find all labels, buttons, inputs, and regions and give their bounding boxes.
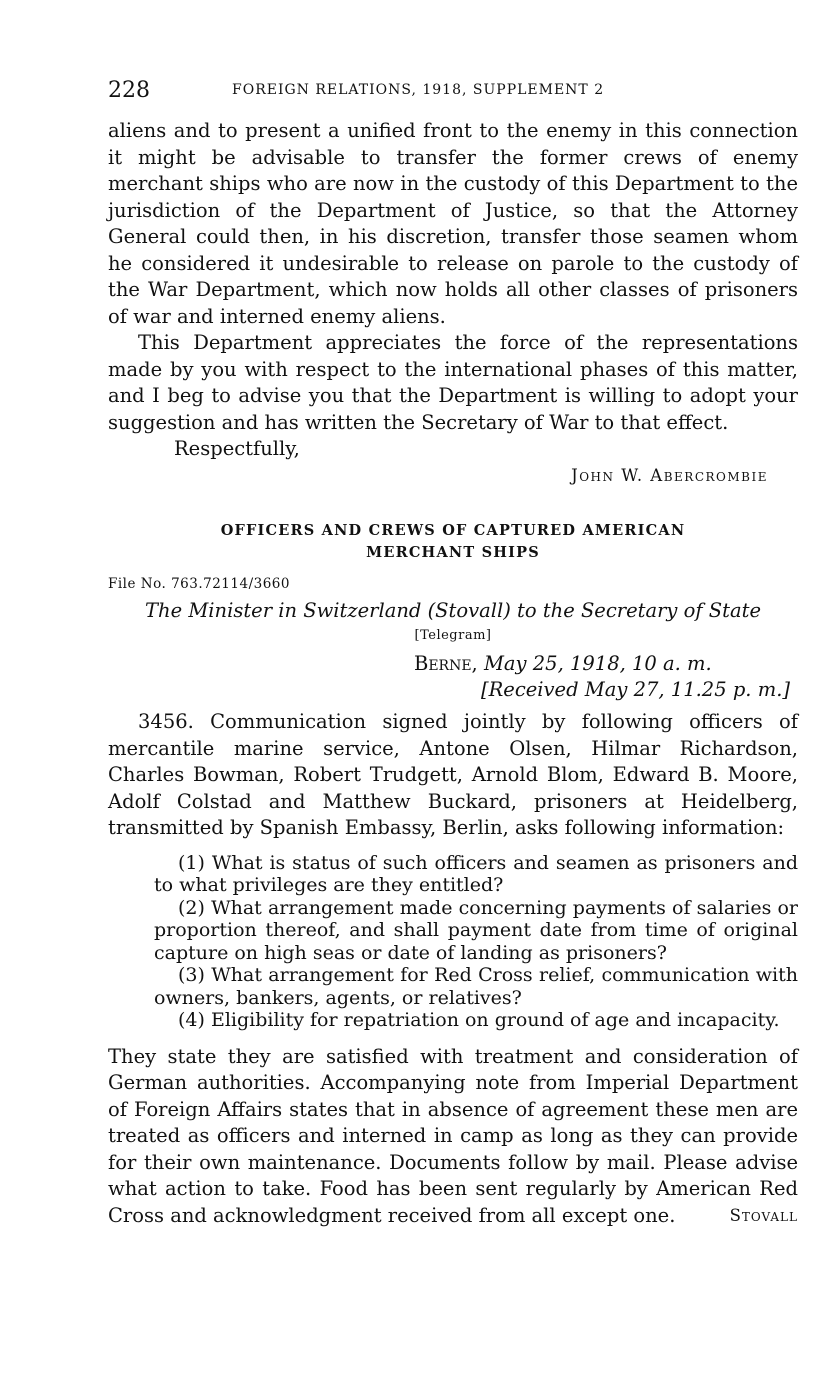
letter-closing: Respectfully, xyxy=(174,437,300,460)
list-item: (2) What arrangement made concerning payments of salaries or proportion thereof, and shall payment date from time of original capture on high seas or date of landing as prisoners? xyxy=(154,896,798,964)
running-head: FOREIGN RELATIONS, 1918, SUPPLEMENT 2 xyxy=(232,82,605,98)
page-number: 228 xyxy=(108,78,150,103)
letter-paragraph-1: aliens and to present a unified front to the enemy in this connection it might be advisable to transfer the former crews of enemy merchant ships who are now in the custody of this Department to the jurisdiction of the Department of Justice, so that the Attorney General could then, in his discretion, transfer those seamen whom he considered it undesirable to release on parole to the custody of the War Department, which now holds all other classes of prisoners of war and interned enemy aliens. xyxy=(108,119,798,328)
list-item: (1) What is status of such officers and seamen as prisoners and to what privileges are they entitled? xyxy=(154,851,798,896)
question-list xyxy=(154,852,798,1032)
telegram-section xyxy=(108,520,798,1229)
section-heading-line-1: OFFICERS AND CREWS OF CAPTURED AMERICAN xyxy=(220,522,686,539)
file-number: File No. 763.72114/3660 xyxy=(108,576,290,592)
dateline-place: Berne, xyxy=(414,652,478,675)
telegram-title: The Minister in Switzerland (Stovall) to the Secretary of State xyxy=(145,599,761,622)
letter-continuation xyxy=(108,118,798,489)
telegram-conclusion xyxy=(108,1044,798,1230)
page-header xyxy=(108,78,798,108)
telegram-signature: Stovall xyxy=(729,1205,798,1225)
list-item: (3) What arrangement for Red Cross relief, communication with owners, bankers, agents, or relatives? xyxy=(154,964,798,1009)
telegram-intro: 3456. Communication signed jointly by following officers of mercantile marine service, Antone Olsen, Hilmar Richardson, Charles Bowman, Robert Trudgett, Arnold Blom, Edward B. Moore, Adolf Colstad and Matthew Buckard, prisoners at Heidelberg, transmitted by Spanish Embassy, Berlin, asks following information: xyxy=(108,710,798,839)
letter-paragraph-2: This Department appreciates the force of the representations made by you with respect to the international phases of this matter, and I beg to advise you that the Department is willing to adopt your suggestion and has written the Secretary of War to that effect. xyxy=(108,331,798,434)
telegram-label: [Telegram] xyxy=(414,628,492,643)
received-date: [Received May 27, 11.25 p. m.] xyxy=(481,678,790,701)
section-heading-line-2: MERCHANT SHIPS xyxy=(366,544,540,561)
letter-signature: John W. Abercrombie xyxy=(571,465,768,485)
list-item: (4) Eligibility for repatriation on ground of age and incapacity. xyxy=(178,1009,780,1031)
received-line xyxy=(108,677,798,703)
dateline-date: May 25, 1918, 10 a. m. xyxy=(483,652,712,675)
conclusion-text: They state they are satisfied with treatment and consideration of German authorities. Accompanying note from Imperial Department of Foreign Affairs states that in absence of agreement these men are treated as officers and interned in camp as long as they can provide for their own maintenance. Documents follow by mail. Please advise what action to take. Food has been sent regularly by American Red Cross and acknowledgment received from all except one. xyxy=(108,1044,798,1227)
dateline xyxy=(108,651,798,677)
